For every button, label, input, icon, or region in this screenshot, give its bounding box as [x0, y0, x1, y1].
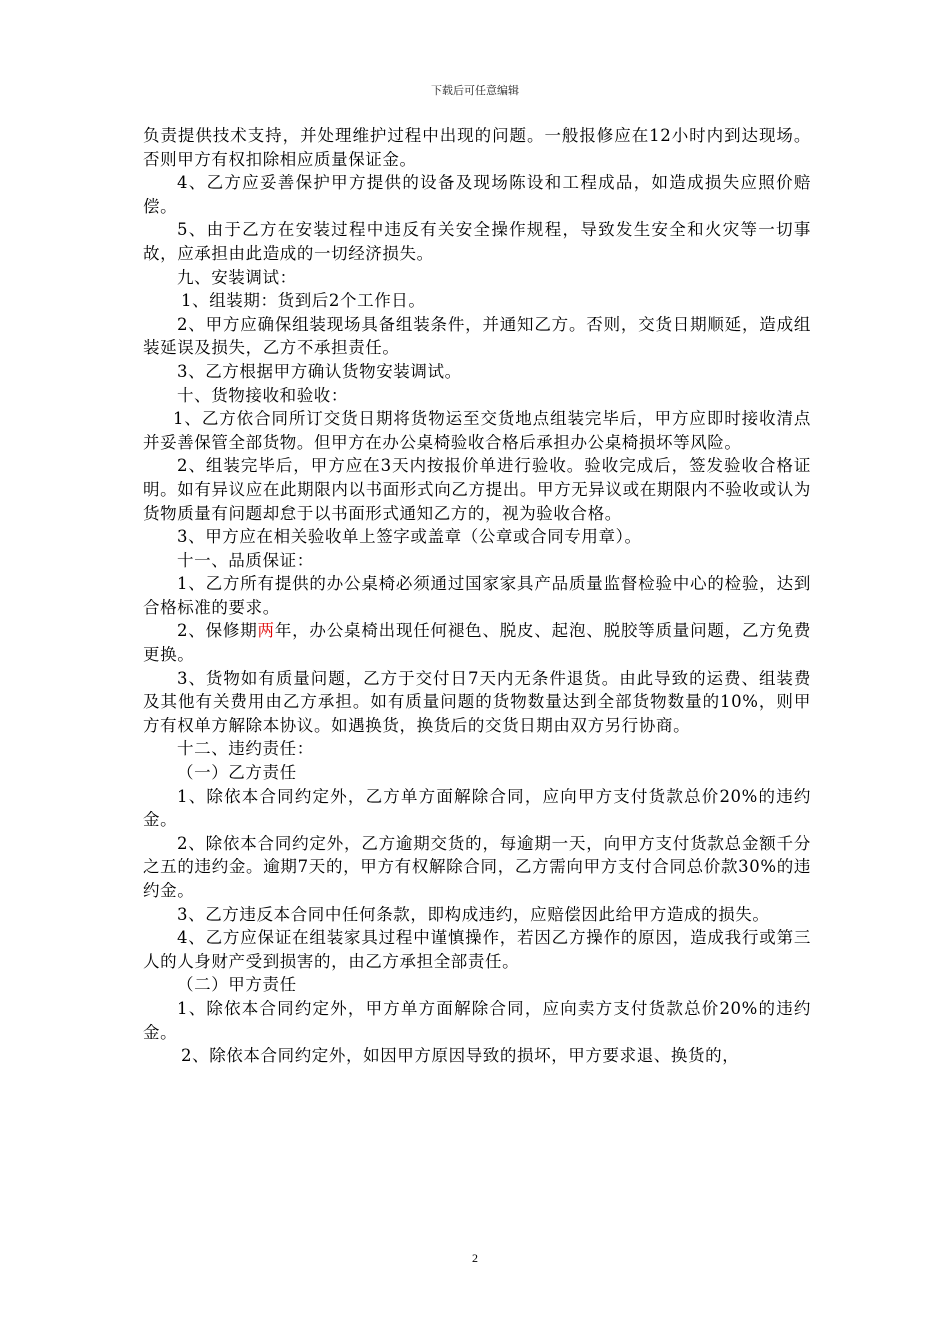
- paragraph: 5、由于乙方在安装过程中违反有关安全操作规程，导致发生安全和火灾等一切事故，应承担由此造成的一切经济损失。: [143, 220, 811, 263]
- paragraph: 3、乙方违反本合同中任何条款，即构成违约，应赔偿因此给甲方造成的损失。: [177, 904, 770, 924]
- paragraph: 1、组装期：货到后2个工作日。: [181, 291, 426, 311]
- paragraph: 2、组装完毕后，甲方应在3天内按报价单进行验收。验收完成后，签发验收合格证明。如有异议应在此期限内以书面形式向乙方提出。甲方无异议或在期限内不验收或认为货物质量有问题却怠于以书面形式通知乙方的，视为验收合格。: [143, 456, 811, 523]
- paragraph: 负责提供技术支持，并处理维护过程中出现的问题。一般报修应在12小时内到达现场。否则甲方有权扣除相应质量保证金。: [143, 126, 811, 169]
- subsection-heading: （一）乙方责任: [177, 763, 297, 783]
- section-heading: 十一、品质保证：: [177, 550, 314, 570]
- paragraph: 1、除依本合同约定外，甲方单方面解除合同，应向卖方支付货款总价20%的违约金。: [143, 998, 811, 1042]
- text-run: 2、保修期: [177, 621, 258, 641]
- paragraph: 1、乙方依合同所订交货日期将货物运至交货地点组装完毕后，甲方应即时接收清点并妥善保管全部货物。但甲方在办公桌椅验收合格后承担办公桌椅损坏等风险。: [143, 409, 811, 452]
- paragraph: 3、甲方应在相关验收单上签字或盖章（公章或合同专用章）。: [177, 527, 642, 547]
- section-heading: 十、货物接收和验收：: [177, 385, 348, 405]
- document-body: [143, 124, 811, 1068]
- paragraph: 3、乙方根据甲方确认货物安装调试。: [177, 361, 462, 381]
- text-run: 年，办公桌椅出现任何褪色、脱皮、起泡、脱胶等质量问题，乙方免费更换。: [143, 621, 811, 665]
- paragraph: [143, 619, 811, 666]
- subsection-heading: （二）甲方责任: [177, 975, 297, 995]
- page-header: 下载后可任意编辑: [431, 84, 519, 97]
- paragraph: 1、除依本合同约定外，乙方单方面解除合同，应向甲方支付货款总价20%的违约金。: [143, 786, 811, 830]
- paragraph: 2、除依本合同约定外，如因甲方原因导致的损坏，甲方要求退、换货的，: [181, 1046, 740, 1066]
- page-number: 2: [472, 1251, 478, 1265]
- highlighted-text: 两: [257, 621, 275, 641]
- paragraph: 2、除依本合同约定外，乙方逾期交货的，每逾期一天，向甲方支付货款总金额千分之五的违约金。逾期7天的，甲方有权解除合同，乙方需向甲方支付合同总价款30%的违约金。: [143, 833, 811, 900]
- paragraph: 2、甲方应确保组装现场具备组装条件，并通知乙方。否则，交货日期顺延，造成组装延误及损失，乙方不承担责任。: [143, 314, 811, 358]
- paragraph: 4、乙方应妥善保护甲方提供的设备及现场陈设和工程成品，如造成损失应照价赔偿。: [143, 173, 811, 216]
- paragraph: 1、乙方所有提供的办公桌椅必须通过国家家具产品质量监督检验中心的检验，达到合格标准的要求。: [143, 574, 811, 617]
- section-heading: 十二、违约责任：: [177, 739, 314, 759]
- section-heading: 九、安装调试：: [177, 267, 297, 287]
- paragraph: 3、货物如有质量问题，乙方于交付日7天内无条件退货。由此导致的运费、组装费及其他有关费用由乙方承担。如有质量问题的货物数量达到全部货物数量的10%，则甲方有权单方解除本协议。如遇换货，换货后的交货日期由双方另行协商。: [143, 668, 811, 735]
- paragraph: 4、乙方应保证在组装家具过程中谨慎操作，若因乙方操作的原因，造成我行或第三人的人身财产受到损害的，由乙方承担全部责任。: [143, 928, 811, 971]
